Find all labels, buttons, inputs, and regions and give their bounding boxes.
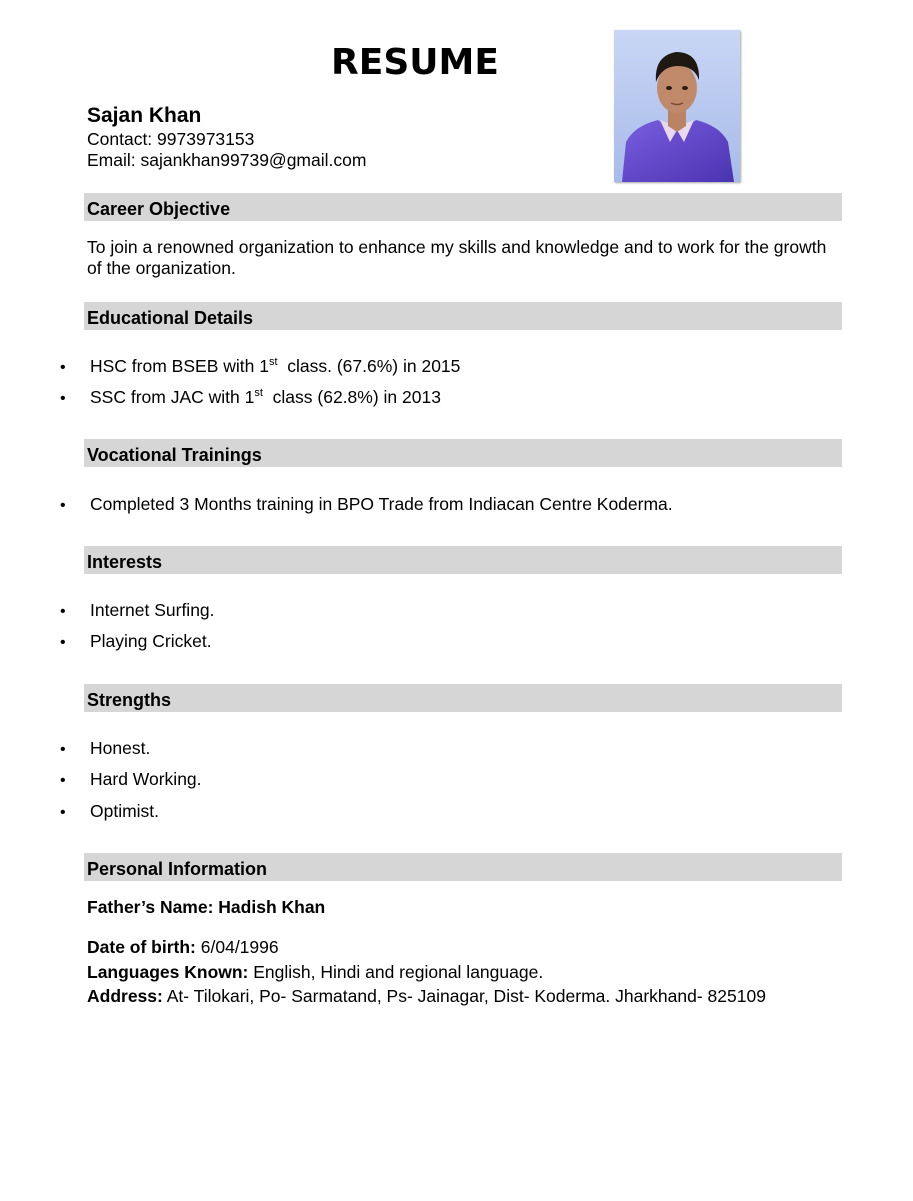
address (87, 986, 766, 1007)
strength-item-text: Optimist. (90, 801, 160, 821)
personal-information-heading: Personal Information (87, 859, 268, 879)
fathers-name: Father’s Name: Hadish Khan (87, 897, 326, 917)
languages-label: Languages Known: (87, 962, 249, 982)
educational-details-heading: Educational Details (87, 308, 254, 328)
education-item (60, 386, 441, 408)
strength-item (60, 768, 202, 790)
strength-item (60, 737, 150, 759)
bullet-icon: • (60, 634, 66, 651)
strength-item-text: Hard Working. (90, 769, 202, 789)
education-item-text: HSC from BSEB with 1 (90, 356, 269, 376)
bullet-icon: • (60, 603, 66, 620)
career-objective-heading: Career Objective (87, 199, 231, 219)
career-objective-text: To join a renowned organization to enhance my skills and knowledge and to work for the growth of the organization. (87, 237, 827, 278)
career-objective-header (84, 193, 842, 221)
education-item-text: class (62.8%) in 2013 (262, 387, 441, 407)
interest-item (60, 630, 212, 652)
candidate-name: Sajan Khan (87, 104, 202, 127)
strengths-heading: Strengths (87, 690, 172, 710)
bullet-icon: • (60, 359, 66, 376)
bullet-icon: • (60, 390, 66, 407)
dob-value: 6/04/1996 (195, 937, 279, 957)
education-item (60, 355, 460, 377)
languages-value: English, Hindi and regional language. (248, 962, 544, 982)
bullet-icon: • (60, 804, 66, 821)
bullet-icon: • (60, 497, 66, 514)
interests-header (84, 546, 842, 574)
contact-number: Contact: 9973973153 (87, 129, 255, 149)
interests-heading: Interests (87, 552, 163, 572)
bullet-icon: • (60, 741, 66, 758)
educational-details-header (84, 302, 842, 330)
personal-information-header (84, 853, 842, 881)
vocational-trainings-heading: Vocational Trainings (87, 445, 262, 465)
address-label: Address: (87, 986, 163, 1006)
ordinal-suffix: st (268, 356, 278, 368)
strength-item-text: Honest. (90, 738, 151, 758)
person-portrait-image (614, 30, 740, 182)
interest-item (60, 599, 215, 621)
interest-item-text: Internet Surfing. (90, 600, 215, 620)
date-of-birth (87, 937, 279, 958)
vocational-item (60, 493, 673, 515)
email-address: Email: sajankhan99739@gmail.com (87, 150, 367, 170)
vocational-trainings-header (84, 439, 842, 467)
ordinal-suffix: st (254, 387, 263, 399)
strength-item (60, 800, 159, 822)
education-item-text: class. (67.6%) in 2015 (277, 356, 461, 376)
profile-photo (614, 30, 740, 182)
strengths-header (84, 684, 842, 712)
vocational-item-text: Completed 3 Months training in BPO Trade from Indiacan Centre Koderma. (90, 494, 673, 514)
dob-label: Date of birth: (87, 937, 196, 957)
address-value: At- Tilokari, Po- Sarmatand, Ps- Jainagar, Dist- Koderma. Jharkhand- 825109 (162, 986, 766, 1006)
resume-title: RESUME (331, 42, 499, 83)
languages-known (87, 962, 543, 983)
education-item-text: SSC from JAC with 1 (90, 387, 255, 407)
interest-item-text: Playing Cricket. (90, 631, 212, 651)
bullet-icon: • (60, 772, 66, 789)
